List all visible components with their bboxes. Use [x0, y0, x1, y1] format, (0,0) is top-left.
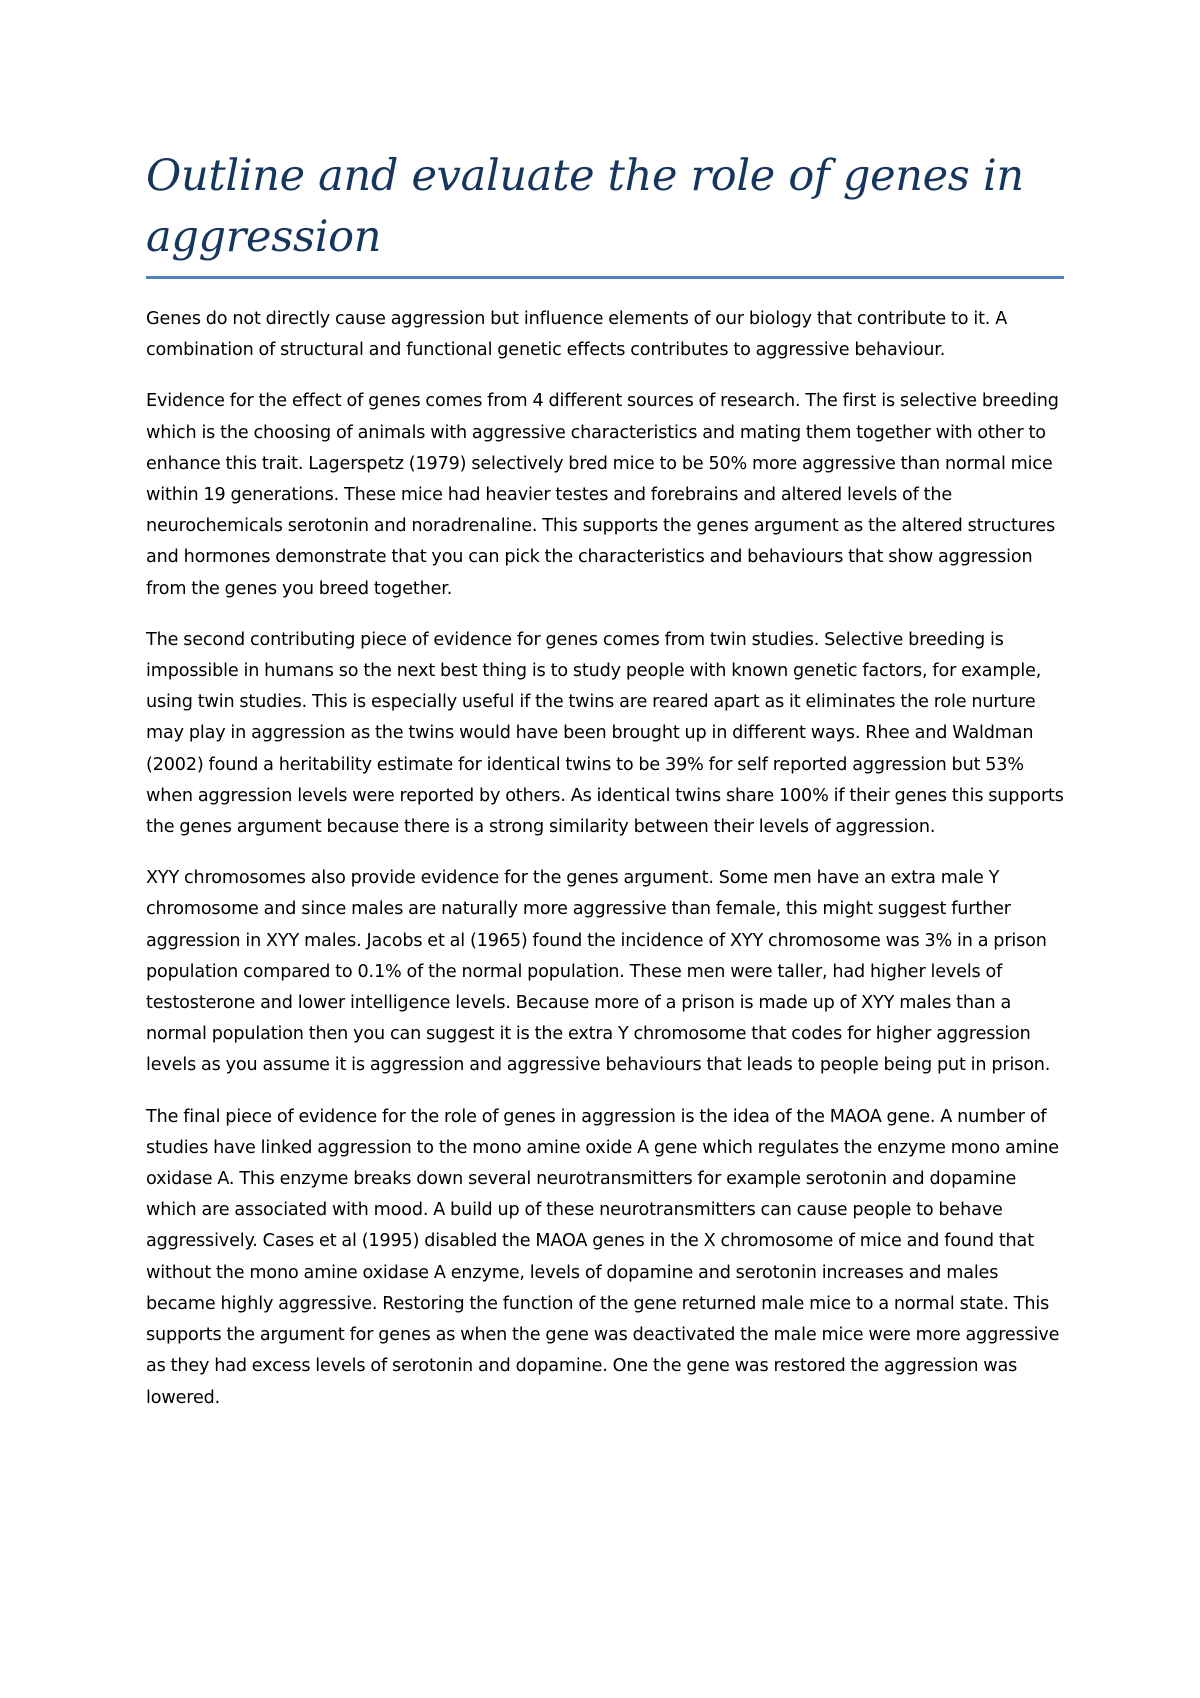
- document-title: Outline and evaluate the role of genes in aggression: [146, 151, 1024, 262]
- paragraph-twin-studies: The second contributing piece of evidence for genes comes from twin studies. Selective breeding is impossible in humans so the next best thing is to study people with known genetic factors, for example, using twin studies. This is especially useful if the twins are reared apart as it eliminates the role nurture may play in aggression as the twins would have been brought up in different ways. Rhee and Waldman (2002) found a heritability estimate for identical twins to be 39% for self reported aggression but 53% when aggression levels were reported by others. As identical twins share 100% if their genes this supports the genes argument because there is a strong similarity between their levels of aggression.: [146, 629, 1064, 838]
- document-body: [146, 146, 1064, 1434]
- paragraph-xyy-chromosomes: XYY chromosomes also provide evidence for the genes argument. Some men have an extra male Y chromosome and since males are naturally more aggressive than female, this might suggest further aggression in XYY males. Jacobs et al (1965) found the incidence of XYY chromosome was 3% in a prison population compared to 0.1% of the normal population. These men were taller, had higher levels of testosterone and lower intelligence levels. Because more of a prison is made up of XYY males than a normal population then you can suggest it is the extra Y chromosome that codes for higher aggression levels as you assume it is aggression and aggressive behaviours that leads to people being put in prison.: [146, 868, 1051, 1076]
- paragraph-maoa-gene: The final piece of evidence for the role of genes in aggression is the idea of the MAOA gene. A number of studies have linked aggression to the mono amine oxide A gene which regulates the enzyme mono amine oxidase A. This enzyme breaks down several neurotransmitters for example serotonin and dopamine which are associated with mood. A build up of these neurotransmitters can cause people to behave aggressively. Cases et al (1995) disabled the MAOA genes in the X chromosome of mice and found that without the mono amine oxidase A enzyme, levels of dopamine and serotonin increases and males became highly aggressive. Restoring the function of the gene returned male mice to a normal state. This supports the argument for genes as when the gene was deactivated the male mice were more aggressive as they had excess levels of serotonin and dopamine. One the gene was restored the aggression was lowered.: [146, 1106, 1060, 1408]
- paragraph-selective-breeding: Evidence for the effect of genes comes from 4 different sources of research. The first is selective breeding which is the choosing of animals with aggressive characteristics and mating them together with other to enhance this trait. Lagerspetz (1979) selectively bred mice to be 50% more aggressive than normal mice within 19 generations. These mice had heavier testes and forebrains and altered levels of the neurochemicals serotonin and noradrenaline. This supports the genes argument as the altered structures and hormones demonstrate that you can pick the characteristics and behaviours that show aggression from the genes you breed together.: [146, 391, 1059, 599]
- paragraph-intro: Genes do not directly cause aggression but influence elements of our biology that contribute to it. A combination of structural and functional genetic effects contributes to aggressive behaviour.: [146, 309, 1008, 361]
- title-underline-rule: [146, 276, 1064, 279]
